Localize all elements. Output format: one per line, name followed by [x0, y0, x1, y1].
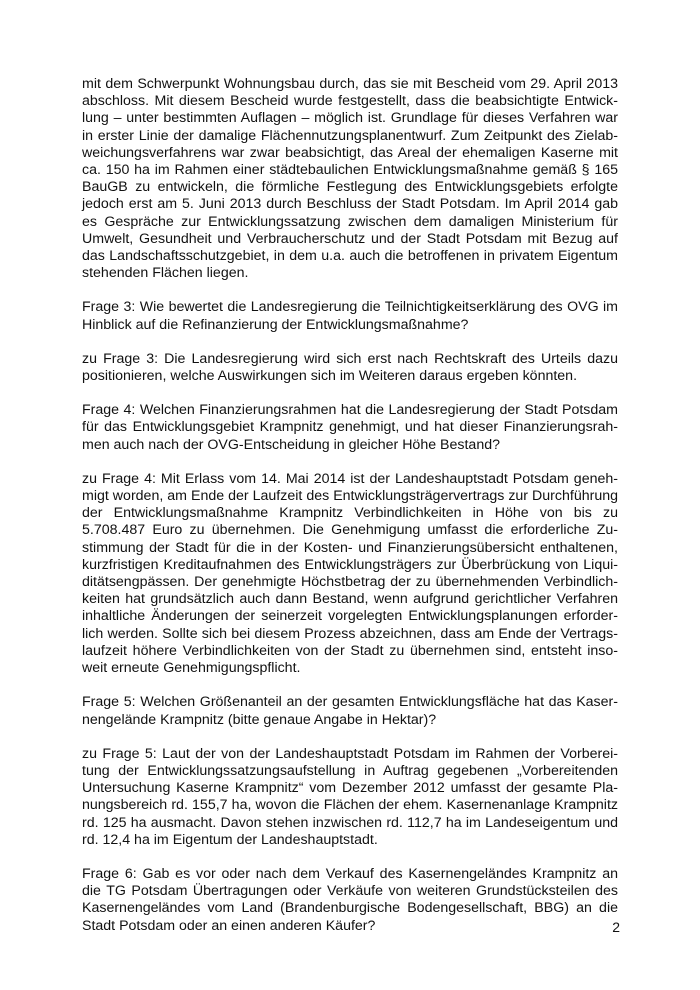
question-5: Frage 5: Welchen Größenanteil an der gesamten Entwicklungsfläche hat das Kasernengelände Krampnitz (bitte genaue Angabe in Hektar)? [82, 694, 618, 728]
answer-5: zu Frage 5: Laut der von der Landeshauptstadt Potsdam im Rahmen der Vorbereitung der Entwicklungssatzungsaufstellung in Auftrag gegebenen „Vorbereitenden Untersuchung Kaserne Krampnitz“ vom Dezember 2012 umfasst der gesamte Planungsbereich rd. 155,7 ha, wovon die Flächen der ehem. Kasernenanlage Krampnitz rd. 125 ha ausmacht. Davon stehen inzwischen rd. 112,7 ha im Landeseigentum und rd. 12,4 ha im Eigentum der Landeshauptstadt. [82, 745, 618, 848]
paragraph-answer-2-continued: mit dem Schwerpunkt Wohnungsbau durch, das sie mit Bescheid vom 29. April 2013 abschloss. Mit diesem Bescheid wurde festgestellt, dass die beabsichtigte Entwicklung – unter bestimmten Auflagen – möglich ist. Grundlage für dieses Verfahren war in erster Linie der damalige Flächennutzungsplanentwurf. Zum Zeitpunkt des Zielabweichungsverfahrens war zwar beabsichtigt, das Areal der ehemaligen Kaserne mit ca. 150 ha im Rahmen einer städtebaulichen Entwicklungsmaßnahme gemäß § 165 BauGB zu entwickeln, die förmliche Festlegung des Entwicklungsgebiets erfolgte jedoch erst am 5. Juni 2013 durch Beschluss der Stadt Potsdam. Im April 2014 gab es Gespräche zur Entwicklungssatzung zwischen dem damaligen Ministerium für Umwelt, Gesundheit und Verbraucherschutz und der Stadt Potsdam mit Bezug auf das Landschaftsschutzgebiet, in dem u.a. auch die betroffenen in privatem Eigentum stehenden Flächen liegen. [82, 76, 618, 282]
question-4: Frage 4: Welchen Finanzierungsrahmen hat die Landesregierung der Stadt Potsdam für das Entwicklungsgebiet Krampnitz genehmigt, und hat dieser Finanzierungsrahmen auch nach der OVG-Entscheidung in gleicher Höhe Bestand? [82, 402, 618, 453]
answer-4: zu Frage 4: Mit Erlass vom 14. Mai 2014 ist der Landeshauptstadt Potsdam genehmigt worden, am Ende der Laufzeit des Entwicklungsträgervertrags zur Durchführung der Entwicklungsmaßnahme Krampnitz Verbindlichkeiten in Höhe von bis zu 5.708.487 Euro zu übernehmen. Die Genehmigung umfasst die erforderliche Zustimmung der Stadt für die in der Kosten- und Finanzierungsübersicht enthaltenen, kurzfristigen Kreditaufnahmen des Entwicklungsträgers zur Überbrückung von Liquiditätsengpässen. Der genehmigte Höchstbetrag der zu übernehmenden Verbindlichkeiten hat grundsätzlich auch dann Bestand, wenn aufgrund gerichtlicher Verfahren inhaltliche Änderungen der seinerzeit vorgelegten Entwicklungsplanungen erforderlich werden. Sollte sich bei diesem Prozess abzeichnen, dass am Ende der Vertragslaufzeit höhere Verbindlichkeiten von der Stadt zu übernehmen sind, entsteht insoweit erneute Genehmigungspflicht. [82, 470, 618, 677]
question-3: Frage 3: Wie bewertet die Landesregierung die Teilnichtigkeitserklärung des OVG im Hinblick auf die Refinanzierung der Entwicklungsmaßnahme? [82, 299, 618, 333]
question-6: Frage 6: Gab es vor oder nach dem Verkauf des Kasernengeländes Krampnitz an die TG Potsdam Übertragungen oder Verkäufe von weiteren Grundstücksteilen des Kasernengeländes vom Land (Brandenburgische Bodengesellschaft, BBG) an die Stadt Potsdam oder an einen anderen Käufer? [82, 865, 618, 934]
page-number: 2 [612, 919, 620, 935]
document-body [82, 76, 618, 952]
answer-3: zu Frage 3: Die Landesregierung wird sich erst nach Rechtskraft des Urteils dazu positionieren, welche Auswirkungen sich im Weiteren daraus ergeben könnten. [82, 350, 618, 385]
